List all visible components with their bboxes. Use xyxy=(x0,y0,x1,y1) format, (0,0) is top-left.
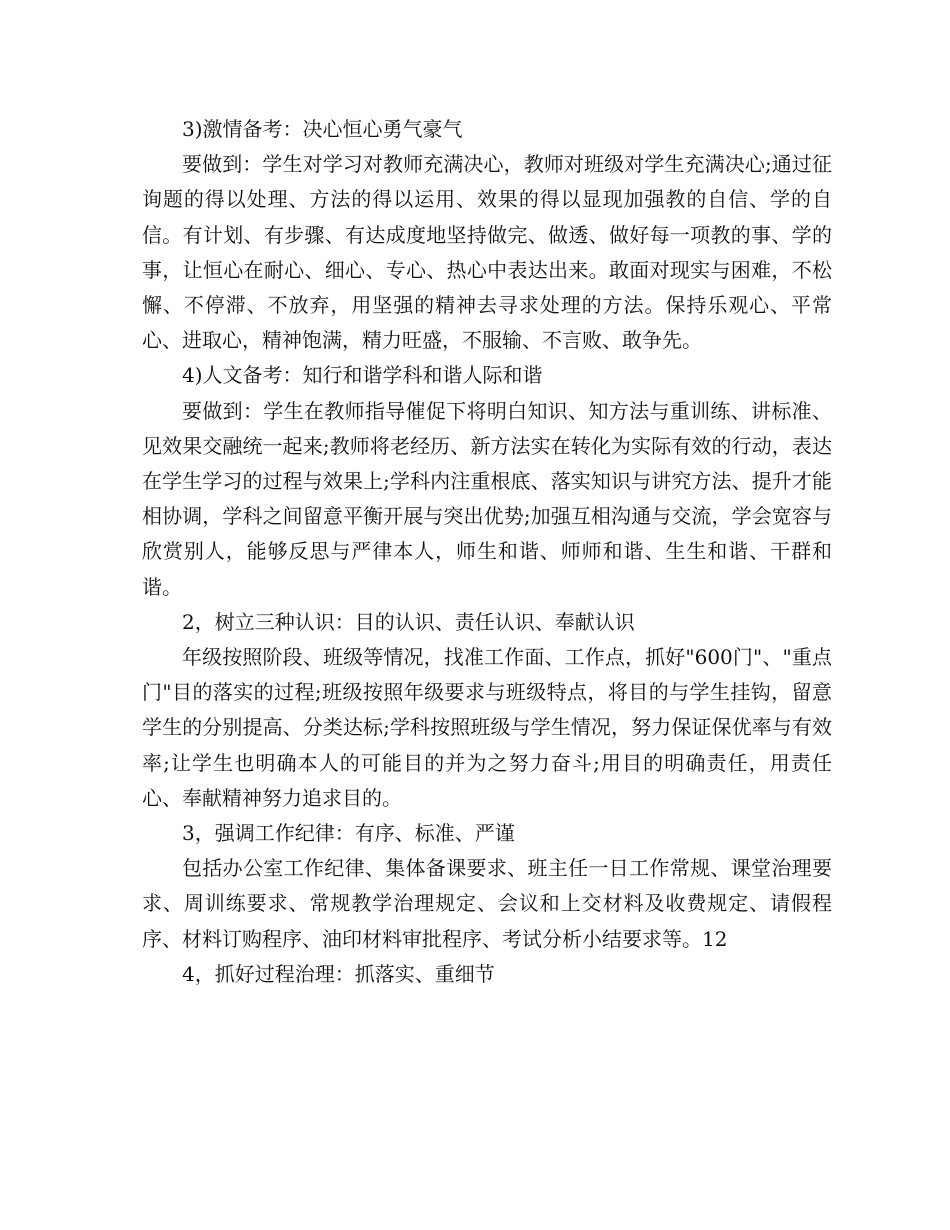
paragraph-passionate-prep: 要做到：学生对学习对教师充满决心，教师对班级对学生充满决心;通过征询题的得以处理、方法的得以运用、效果的得以显现加强教的自信、学的自信。有计划、有步骤、有达成度地坚持做完、做透、做好每一项教的事、学的事，让恒心在耐心、细心、专心、热心中表达出来。敢面对现实与困难，不松懈、不停滞、不放弃，用坚强的精神去寻求处理的方法。保持乐观心、平常心、进取心，精神饱满，精力旺盛，不服输、不言败、敢争先。 xyxy=(142,152,832,353)
heading-humanistic-prep: 4)人文备考：知行和谐学科和谐人际和谐 xyxy=(182,363,543,388)
paragraph-work-discipline: 包括办公室工作纪律、集体备课要求、班主任一日工作常规、课堂治理要求、周训练要求、常规教学治理规定、会议和上交材料及收费规定、请假程序、材料订购程序、油印材料审批程序、考试分析小结要求等。12 xyxy=(142,856,832,951)
heading-process-management: 4，抓好过程治理：抓落实、重细节 xyxy=(182,961,495,986)
paragraph-humanistic-prep: 要做到：学生在教师指导催促下将明白知识、知方法与重训练、讲标准、见效果交融统一起来;教师将老经历、新方法实在转化为实际有效的行动，表达在学生学习的过程与效果上;学科内注重根底、落实知识与讲究方法、提升才能相协调，学科之间留意平衡开展与突出优势;加强互相沟通与交流，学会宽容与欣赏别人，能够反思与严律本人，师生和谐、师师和谐、生生和谐、干群和谐。 xyxy=(142,398,832,599)
heading-work-discipline: 3，强调工作纪律：有序、标准、严谨 xyxy=(182,821,515,846)
document-body xyxy=(142,112,832,992)
heading-passionate-prep: 3)激情备考：决心恒心勇气豪气 xyxy=(182,117,463,141)
heading-three-awareness: 2，树立三种认识：目的认识、责任认识、奉献认识 xyxy=(182,609,635,634)
paragraph-three-awareness: 年级按照阶段、班级等情况，找准工作面、工作点，抓好"600门"、"重点门"目的落实的过程;班级按照年级要求与班级特点，将目的与学生挂钩，留意学生的分别提高、分类达标;学科按照班级与学生情况，努力保证保优率与有效率;让学生也明确本人的可能目的并为之努力奋斗;用目的明确责任，用责任心、奉献精神努力追求目的。 xyxy=(142,645,832,810)
